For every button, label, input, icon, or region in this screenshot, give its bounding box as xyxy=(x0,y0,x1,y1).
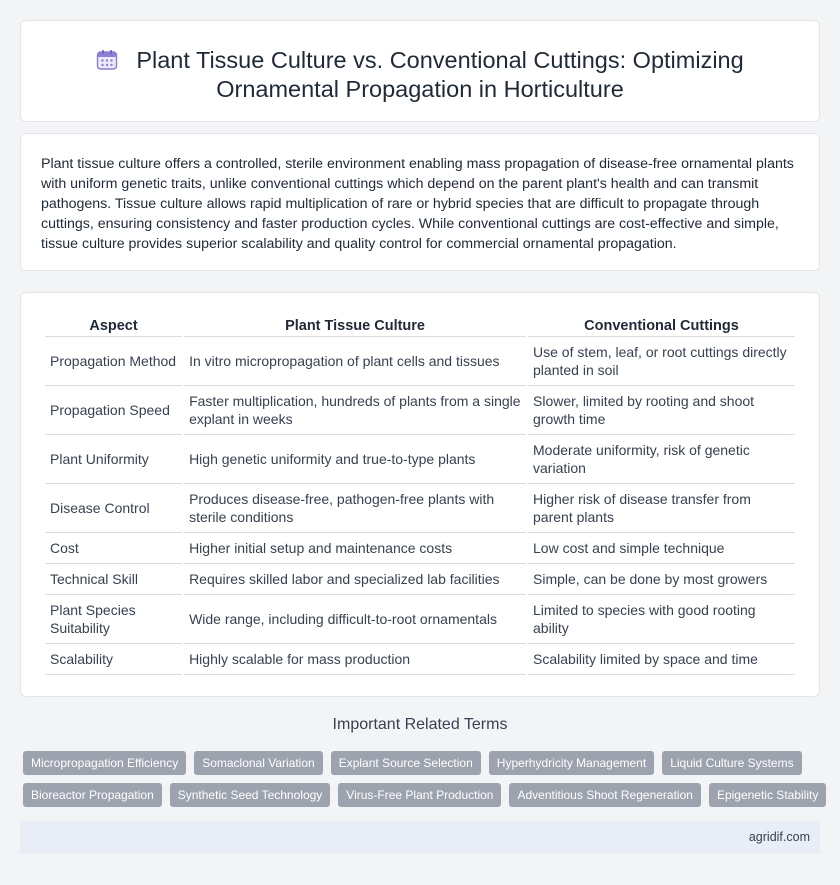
cell-tissue-culture: Requires skilled labor and specialized lab facilities xyxy=(184,564,526,595)
related-terms-row-1 xyxy=(23,751,823,775)
table-header-row xyxy=(45,316,795,337)
cell-cuttings: Limited to species with good rooting ability xyxy=(528,595,795,644)
footer xyxy=(20,821,820,854)
table-row xyxy=(45,337,795,386)
cell-tissue-culture: Higher initial setup and maintenance costs xyxy=(184,533,526,564)
calendar-icon xyxy=(96,49,118,71)
cell-cuttings: Slower, limited by rooting and shoot growth time xyxy=(528,386,795,435)
cell-tissue-culture: Highly scalable for mass production xyxy=(184,644,526,675)
cell-aspect: Plant Species Suitability xyxy=(45,595,182,644)
related-term-tag[interactable]: Bioreactor Propagation xyxy=(23,783,162,807)
cell-cuttings: Scalability limited by space and time xyxy=(528,644,795,675)
cell-cuttings: Low cost and simple technique xyxy=(528,533,795,564)
related-term-tag[interactable]: Virus-Free Plant Production xyxy=(338,783,501,807)
cell-cuttings: Higher risk of disease transfer from parent plants xyxy=(528,484,795,533)
related-term-tag[interactable]: Explant Source Selection xyxy=(331,751,481,775)
cell-tissue-culture: Produces disease-free, pathogen-free plants with sterile conditions xyxy=(184,484,526,533)
related-term-tag[interactable]: Synthetic Seed Technology xyxy=(170,783,331,807)
cell-aspect: Scalability xyxy=(45,644,182,675)
table-row xyxy=(45,484,795,533)
related-terms-row-2 xyxy=(23,783,823,807)
related-term-tag[interactable]: Micropropagation Efficiency xyxy=(23,751,186,775)
cell-tissue-culture: Faster multiplication, hundreds of plants from a single explant in weeks xyxy=(184,386,526,435)
title-line-2: Ornamental Propagation in Horticulture xyxy=(216,76,624,102)
related-term-tag[interactable]: Epigenetic Stability xyxy=(709,783,826,807)
footer-site[interactable]: agridif.com xyxy=(748,830,810,844)
cell-aspect: Cost xyxy=(45,533,182,564)
cell-cuttings: Moderate uniformity, risk of genetic variation xyxy=(528,435,795,484)
intro-paragraph: Plant tissue culture offers a controlled, sterile environment enabling mass propagation of disease-free ornamental plants with uniform genetic traits, unlike conventional cuttings which depend on the parent plant's health and can transmit pathogens. Tissue culture allows rapid multiplication of rare or hybrid species that are difficult to propagate through cuttings, ensuring consistency and faster production cycles. While conventional cuttings are cost-effective and simple, tissue culture provides superior scalability and quality control for commercial ornamental propagation. xyxy=(41,156,794,252)
cell-aspect: Propagation Method xyxy=(45,337,182,386)
comparison-table-card xyxy=(20,292,820,697)
title-line-1: Plant Tissue Culture vs. Conventional Cuttings: Optimizing xyxy=(136,47,744,73)
cell-aspect: Technical Skill xyxy=(45,564,182,595)
page-title xyxy=(21,46,819,104)
header-cuttings: Conventional Cuttings xyxy=(528,316,795,337)
table-row xyxy=(45,595,795,644)
table-row xyxy=(45,435,795,484)
table-row xyxy=(45,533,795,564)
cell-tissue-culture: High genetic uniformity and true-to-type plants xyxy=(184,435,526,484)
related-term-tag[interactable]: Somaclonal Variation xyxy=(194,751,323,775)
cell-cuttings: Simple, can be done by most growers xyxy=(528,564,795,595)
cell-aspect: Propagation Speed xyxy=(45,386,182,435)
related-terms-title: Important Related Terms xyxy=(332,716,508,733)
table-row xyxy=(45,644,795,675)
intro-card xyxy=(20,133,820,271)
related-term-tag[interactable]: Hyperhydricity Management xyxy=(489,751,654,775)
related-term-tag[interactable]: Adventitious Shoot Regeneration xyxy=(509,783,700,807)
table-row xyxy=(45,564,795,595)
header-aspect: Aspect xyxy=(45,316,182,337)
comparison-table xyxy=(43,316,797,675)
related-term-tag[interactable]: Liquid Culture Systems xyxy=(662,751,801,775)
cell-cuttings: Use of stem, leaf, or root cuttings directly planted in soil xyxy=(528,337,795,386)
cell-aspect: Disease Control xyxy=(45,484,182,533)
table-row xyxy=(45,386,795,435)
cell-tissue-culture: In vitro micropropagation of plant cells and tissues xyxy=(184,337,526,386)
header-tissue-culture: Plant Tissue Culture xyxy=(184,316,526,337)
header-card xyxy=(20,20,820,122)
cell-aspect: Plant Uniformity xyxy=(45,435,182,484)
cell-tissue-culture: Wide range, including difficult-to-root ornamentals xyxy=(184,595,526,644)
